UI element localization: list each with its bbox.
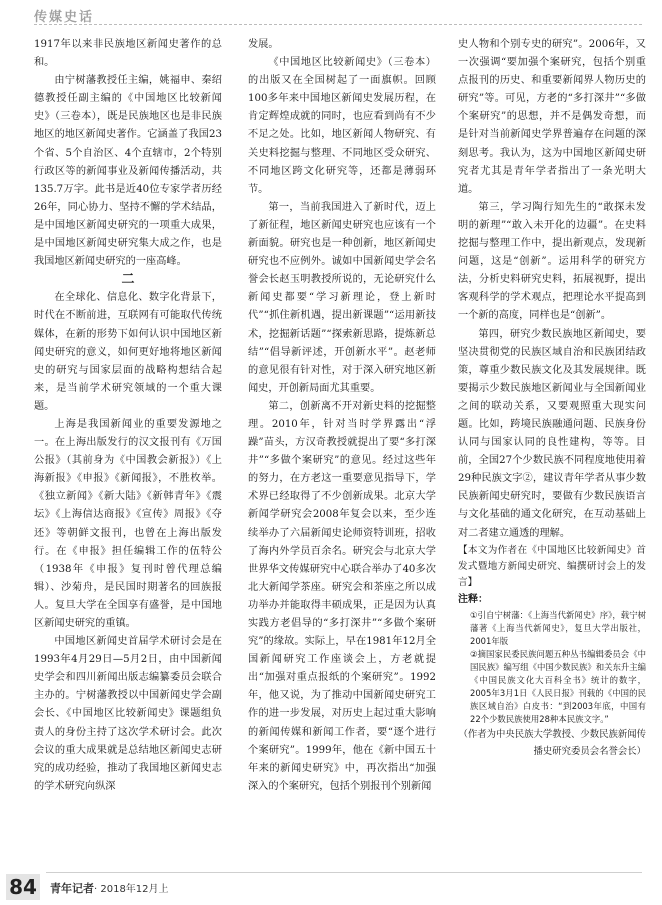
paragraph: 史人物和个别专史的研究”。2006年，又一次强调“要加强个案研究，包括个别重点报刊的历史、和重要新闻界人物历史的研究”等。可见，方老的“多打深井”“多做个案研究”的思想，并不是偶发奇想，而是针对当前新闻史学界普遍存在问题的深刻思考。我认为，这为中国地区新闻史研究者尤其是青年学者指出了一条光明大道。: [458, 39, 646, 195]
paragraph: 第四，研究少数民族地区新闻史，要坚决贯彻党的民族区域自治和民族团结政策，尊重少数民族文化及其发展规律。既要揭示少数民族地区新闻业与全国新闻业之间的联动关系，又要观照重大现实问题。比如，跨境民族融通问题、民族身份认同与国家认同的良性建构，等等。目前，全国27个少数民族不同程度地使用着29种民族文字②，建议青年学者从事少数民族新闻史研究时，要做有少数民族语言与文化基础的通文化研究，在互动基础上对二者建立通透的理解。: [458, 328, 646, 539]
text-column-3: [458, 36, 646, 864]
paragraph: 第三，学习陶行知先生的“敢探未发明的新理”“敢入未开化的边疆”。在史料挖掘与整理工作中，提出新观点，发现新问题，这是“创新”。运用科学的研究方法，分析史料研究史料，拓展视野，提出客观科学的学术观点，把理论水平提高到一个新的高度，同样也是“创新”。: [458, 201, 646, 322]
header-rule: [34, 24, 642, 25]
paragraph: 第一，当前我国进入了新时代，迈上了新征程，地区新闻史研究也应该有一个新面貌。研究也是一种创新，地区新闻史研究也不应例外。诚如中国新闻史学会名誉会长赵玉明教授所说的，无论研究什么新闻史都要“学习新理论，登上新时代”“抓住新机遇，提出新课题”“运用新技术，挖掘新话题”“探索新思路，提炼新总结”“倡导新评述，开创新水平”。赵老师的意见很有针对性，对于深入研究地区新闻史，开创新局面尤其重要。: [248, 201, 436, 394]
paragraph: 中国地区新闻史首届学术研讨会是在1993年4月29日—5月2日，由中国新闻史学会和四川新闻出版志编纂委员会联合主办的。宁树藩教授以中国新闻史学会副会长、《中国地区比较新闻史》课题组负责人的身份主持了这次学术研讨会。此次会议的重大成果就是总结地区新闻史志研究的成功经验，推动了我国地区新闻史志的学术研究向纵深: [34, 636, 222, 792]
paragraph: 《中国地区比较新闻史》（三卷本）的出版又在全国树起了一面旗帜。回顾100多年来中国地区新闻史发展历程，在肯定辉煌成就的同时，也应看到尚有不少不足之处。比如，地区新闻人物研究、有关史料挖掘与整理、不同地区受众研究、不同地区跨文化研究等，还都是薄弱环节。: [248, 57, 436, 195]
page-number: 84: [6, 874, 40, 900]
page-header: [0, 0, 662, 26]
paragraph: 第二，创新离不开对新史料的挖掘整理。2010年，针对当时学界露出“浮躁”苗头，方汉奇教授就提出了要“多打深井”“多做个案研究”的意见。经过这些年的努力，在方老这一重要意见指导下，学术界已经取得了不少创新成果。北京大学新闻学研究会2008年复会以来，至少连续举办了六届新闻史论师资特训班，招收了海内外学员百余名。研究会与北京大学世界华文传媒研究中心联合举办了40多次北大新闻学茶座。研究会和茶座之所以成功举办并能取得丰硕成果，正是因为认真实践方老倡导的“多打深井”“多做个案研究”的缘故。实际上，早在1981年12月全国新闻研究工作座谈会上，方老就提出“加强对重点报纸的个案研究”。1992年，他又说，为了推动中国新闻史研究工作的进一步发展，对历史上起过重大影响的新闻传媒和新闻工作者，要“逐个进行个案研究”。1999年，他在《新中国五十年来的新闻史研究》中，再次指出“加强深入的个案研究，包括个别报刊个别新闻: [248, 400, 436, 792]
paragraph: 在全球化、信息化、数字化背景下，时代在不断前进，互联网有可能取代传统媒体，在新的形势下如何认识中国地区新闻史研究的意义，如何更好地将地区新闻史的研究与国家层面的战略构想结合起来，是当前学术研究领域的一个重大课题。: [34, 292, 222, 412]
paragraph: 上海是我国新闻业的重要发源地之一。在上海出版发行的汉文报刊有《万国公报》（其前身为《中国教会新报》）《上海新报》《申报》《新闻报》，不胜枚举。《独立新闻》《新大陆》《新韩青年》《震坛》《上海信达商报》《宣传》周报》《夺还》等朝鲜文报刊，也曾在上海出版发行。在《申报》担任编辑工作的伍特公（1938年《申报》复刊时曾代理总编辑）、沙菊舟，是民国时期著名的回族报人。复旦大学在全国享有盛誉，是中国地区新闻史研究的重镇。: [34, 418, 222, 629]
issue-date: · 2018年12月上: [94, 884, 169, 895]
footnote: ②摘国家民委民族问题五种丛书编辑委员会《中国民族》编写组《中国少数民族》和关东升主编《中国民族文化大百科全书》统计的数字，2005年3月1日《人民日报》刊载的《中国的民族区域自治》白皮书：“到2003年底，中国有22个少数民族使用28种本民族文字。”: [470, 648, 646, 724]
column-label: 传媒史话: [34, 10, 95, 25]
notes-title: 注释：: [458, 593, 488, 605]
paragraph: 发展。: [248, 39, 279, 50]
paragraph: 由宁树藩教授任主编，姚福申、秦绍德教授任副主编的《中国地区比较新闻史》（三卷本），既是民族地区也是非民族地区的地区新闻史著作。它涵盖了我国23个省、5个自治区、4个直辖市，2个特别行政区等的新闻事业及新闻传播活动，共135.7万字。此书是近40位专家学者历经26年，同心协力、坚持不懈的学术结晶，是中国地区新闻史研究的一项重大成果，是中国地区新闻史研究集大成之作，也是我国地区新闻史研究的一座高峰。: [34, 75, 222, 268]
text-column-2: [248, 36, 436, 864]
magazine-info: [50, 880, 169, 896]
footnote: ①引自宁树藩：《上海当代新闻史》序》，载宁树藩著《上海当代新闻史》，复旦大学出版社，2001年版: [470, 609, 646, 646]
footer-rule: [46, 872, 642, 873]
text-column-1: [34, 36, 222, 864]
section-heading: 二: [121, 272, 135, 288]
page-footer: [0, 872, 662, 905]
author-note: 【本文为作者在《中国地区比较新闻史》首发式暨地方新闻史研究、编撰研讨会上的发言】: [458, 544, 646, 588]
magazine-name: 青年记者: [50, 882, 94, 895]
paragraph: 1917年以来非民族地区新闻史著作的总和。: [34, 39, 222, 69]
author-bio: （作者为中央民族大学教授、少数民族新闻传播史研究委员会名誉会长）: [458, 728, 646, 757]
